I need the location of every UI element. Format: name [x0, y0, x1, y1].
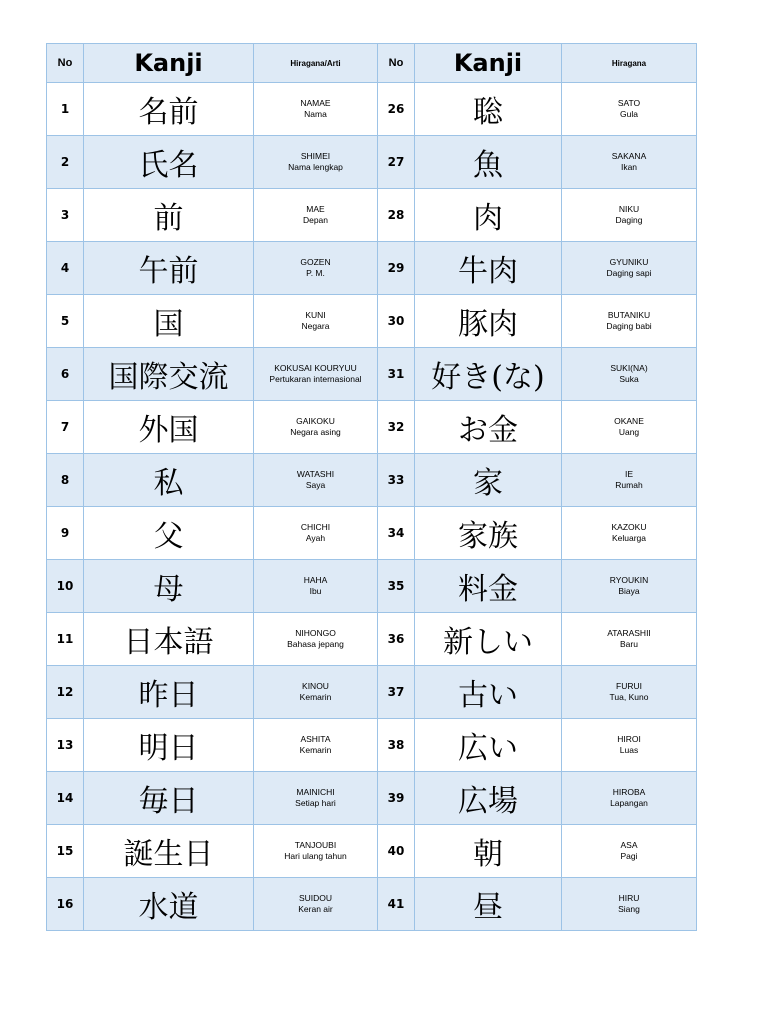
right-number-cell: 28: [378, 189, 415, 242]
left-number-cell: 3: [47, 189, 84, 242]
meaning-text: Saya: [305, 480, 326, 490]
table-row: [47, 613, 697, 666]
meaning-text: Daging sapi: [606, 268, 652, 278]
right-reading-cell: [562, 666, 697, 719]
romaji-reading: SUIDOU: [298, 893, 333, 903]
left-reading-cell: [254, 348, 378, 401]
right-kanji-cell: 聡: [415, 83, 562, 136]
right-reading-cell: [562, 136, 697, 189]
meaning-text: Rumah: [615, 480, 643, 490]
left-reading-cell: [254, 136, 378, 189]
romaji-reading: OKANE: [614, 416, 644, 426]
table-row: [47, 83, 697, 136]
table-row: [47, 666, 697, 719]
left-reading-cell: [254, 401, 378, 454]
left-reading-cell: [254, 295, 378, 348]
meaning-text: Keluarga: [611, 533, 647, 543]
romaji-reading: GYUNIKU: [609, 257, 649, 267]
right-reading-cell: [562, 719, 697, 772]
right-number-cell: 39: [378, 772, 415, 825]
left-kanji-cell: 氏名: [84, 136, 254, 189]
romaji-reading: KOKUSAI KOURYUU: [274, 363, 357, 373]
right-kanji-cell: 好き(な): [415, 348, 562, 401]
right-kanji-cell: 牛肉: [415, 242, 562, 295]
left-kanji-cell: 日本語: [84, 613, 254, 666]
right-reading-cell: [562, 613, 697, 666]
left-number-cell: 5: [47, 295, 84, 348]
right-reading-cell: [562, 348, 697, 401]
right-reading-cell: [562, 772, 697, 825]
romaji-reading: ASHITA: [300, 734, 331, 744]
right-number-cell: 40: [378, 825, 415, 878]
romaji-reading: ATARASHII: [607, 628, 651, 638]
right-number-cell: 33: [378, 454, 415, 507]
left-reading-cell: [254, 613, 378, 666]
right-reading-cell: [562, 295, 697, 348]
romaji-reading: TANJOUBI: [294, 840, 337, 850]
left-reading-cell: [254, 189, 378, 242]
right-kanji-cell: 豚肉: [415, 295, 562, 348]
meaning-text: Uang: [618, 427, 640, 437]
right-reading-cell: [562, 878, 697, 931]
left-kanji-cell: 父: [84, 507, 254, 560]
table-header-row: [47, 44, 697, 83]
right-number-cell: 31: [378, 348, 415, 401]
right-number-cell: 30: [378, 295, 415, 348]
right-reading-cell: [562, 189, 697, 242]
left-kanji-cell: 昨日: [84, 666, 254, 719]
romaji-reading: HIROI: [617, 734, 641, 744]
romaji-reading: MAINICHI: [296, 787, 335, 797]
left-number-cell: 11: [47, 613, 84, 666]
romaji-reading: KUNI: [305, 310, 326, 320]
meaning-text: Nama lengkap: [288, 162, 343, 172]
romaji-reading: MAE: [306, 204, 325, 214]
meaning-text: Setiap hari: [295, 798, 336, 808]
header-reading-right: Hiragana: [562, 44, 697, 83]
left-kanji-cell: 前: [84, 189, 254, 242]
left-kanji-cell: 午前: [84, 242, 254, 295]
header-no-right: No: [378, 44, 415, 83]
table-row: [47, 878, 697, 931]
table-row: [47, 136, 697, 189]
left-number-cell: 6: [47, 348, 84, 401]
table-row: [47, 560, 697, 613]
right-kanji-cell: 広い: [415, 719, 562, 772]
left-number-cell: 15: [47, 825, 84, 878]
romaji-reading: HIROBA: [612, 787, 646, 797]
left-reading-cell: [254, 83, 378, 136]
right-number-cell: 38: [378, 719, 415, 772]
meaning-text: Hari ulang tahun: [284, 851, 347, 861]
table-body: [47, 83, 697, 931]
table-row: [47, 189, 697, 242]
meaning-text: Suka: [619, 374, 639, 384]
right-number-cell: 26: [378, 83, 415, 136]
right-reading-cell: [562, 560, 697, 613]
left-number-cell: 12: [47, 666, 84, 719]
table-row: [47, 772, 697, 825]
right-kanji-cell: 魚: [415, 136, 562, 189]
right-kanji-cell: 家族: [415, 507, 562, 560]
left-reading-cell: [254, 454, 378, 507]
right-number-cell: 35: [378, 560, 415, 613]
romaji-reading: HIRU: [618, 893, 640, 903]
meaning-text: Lapangan: [610, 798, 648, 808]
table-row: [47, 454, 697, 507]
left-kanji-cell: 私: [84, 454, 254, 507]
romaji-reading: BUTANIKU: [607, 310, 651, 320]
right-reading-cell: [562, 507, 697, 560]
right-kanji-cell: 肉: [415, 189, 562, 242]
right-kanji-cell: 朝: [415, 825, 562, 878]
right-kanji-cell: 家: [415, 454, 562, 507]
left-number-cell: 16: [47, 878, 84, 931]
meaning-text: Daging: [615, 215, 643, 225]
left-kanji-cell: 毎日: [84, 772, 254, 825]
left-kanji-cell: 水道: [84, 878, 254, 931]
romaji-reading: KAZOKU: [611, 522, 647, 532]
meaning-text: P. M.: [306, 268, 325, 278]
table-row: [47, 507, 697, 560]
meaning-text: Gula: [620, 109, 638, 119]
right-number-cell: 34: [378, 507, 415, 560]
left-reading-cell: [254, 878, 378, 931]
romaji-reading: SHIMEI: [300, 151, 331, 161]
left-reading-cell: [254, 242, 378, 295]
right-kanji-cell: 広場: [415, 772, 562, 825]
left-number-cell: 13: [47, 719, 84, 772]
left-kanji-cell: 明日: [84, 719, 254, 772]
meaning-text: Depan: [302, 215, 329, 225]
meaning-text: Negara: [301, 321, 330, 331]
left-kanji-cell: 外国: [84, 401, 254, 454]
left-kanji-cell: 誕生日: [84, 825, 254, 878]
right-kanji-cell: 料金: [415, 560, 562, 613]
meaning-text: Ibu: [309, 586, 322, 596]
left-number-cell: 7: [47, 401, 84, 454]
left-number-cell: 10: [47, 560, 84, 613]
left-reading-cell: [254, 772, 378, 825]
meaning-text: Negara asing: [290, 427, 341, 437]
left-reading-cell: [254, 560, 378, 613]
right-number-cell: 29: [378, 242, 415, 295]
romaji-reading: CHICHI: [300, 522, 331, 532]
meaning-text: Keran air: [298, 904, 333, 914]
meaning-text: Pertukaran internasional: [269, 374, 362, 384]
right-reading-cell: [562, 454, 697, 507]
romaji-reading: WATASHI: [296, 469, 335, 479]
meaning-text: Nama: [304, 109, 327, 119]
right-kanji-cell: 新しい: [415, 613, 562, 666]
romaji-reading: KINOU: [302, 681, 329, 691]
header-reading-left: Hiragana/Arti: [254, 44, 378, 83]
left-number-cell: 9: [47, 507, 84, 560]
meaning-text: Ikan: [620, 162, 638, 172]
left-reading-cell: [254, 825, 378, 878]
right-kanji-cell: お金: [415, 401, 562, 454]
right-kanji-cell: 昼: [415, 878, 562, 931]
left-kanji-cell: 国: [84, 295, 254, 348]
romaji-reading: NIKU: [618, 204, 640, 214]
right-reading-cell: [562, 242, 697, 295]
left-kanji-cell: 名前: [84, 83, 254, 136]
romaji-reading: NAMAE: [300, 98, 331, 108]
table-row: [47, 719, 697, 772]
meaning-text: Daging babi: [606, 321, 652, 331]
table-row: [47, 295, 697, 348]
meaning-text: Bahasa jepang: [287, 639, 344, 649]
table-row: [47, 401, 697, 454]
right-number-cell: 27: [378, 136, 415, 189]
meaning-text: Ayah: [305, 533, 326, 543]
right-kanji-cell: 古い: [415, 666, 562, 719]
romaji-reading: SAKANA: [611, 151, 647, 161]
romaji-reading: FURUI: [616, 681, 642, 691]
meaning-text: Pagi: [620, 851, 638, 861]
romaji-reading: GOZEN: [300, 257, 331, 267]
romaji-reading: RYOUKIN: [609, 575, 649, 585]
header-kanji-right: Kanji: [415, 44, 562, 83]
meaning-text: Biaya: [618, 586, 640, 596]
left-reading-cell: [254, 666, 378, 719]
right-number-cell: 32: [378, 401, 415, 454]
romaji-reading: SATO: [617, 98, 641, 108]
romaji-reading: IE: [624, 469, 634, 479]
romaji-reading: ASA: [620, 840, 638, 850]
right-reading-cell: [562, 825, 697, 878]
romaji-reading: GAIKOKU: [296, 416, 335, 426]
meaning-text: Luas: [619, 745, 639, 755]
vocabulary-table: [46, 43, 697, 931]
romaji-reading: SUKI(NA): [610, 363, 648, 373]
left-reading-cell: [254, 719, 378, 772]
left-kanji-cell: 国際交流: [84, 348, 254, 401]
romaji-reading: HAHA: [303, 575, 328, 585]
table-row: [47, 825, 697, 878]
romaji-reading: NIHONGO: [295, 628, 336, 638]
left-number-cell: 1: [47, 83, 84, 136]
meaning-text: Siang: [618, 904, 640, 914]
meaning-text: Tua, Kuno: [609, 692, 649, 702]
left-number-cell: 4: [47, 242, 84, 295]
left-reading-cell: [254, 507, 378, 560]
right-reading-cell: [562, 401, 697, 454]
right-number-cell: 37: [378, 666, 415, 719]
header-kanji-left: Kanji: [84, 44, 254, 83]
left-number-cell: 14: [47, 772, 84, 825]
table-row: [47, 348, 697, 401]
right-number-cell: 36: [378, 613, 415, 666]
meaning-text: Kemarin: [299, 745, 332, 755]
header-no-left: No: [47, 44, 84, 83]
left-kanji-cell: 母: [84, 560, 254, 613]
right-number-cell: 41: [378, 878, 415, 931]
left-number-cell: 2: [47, 136, 84, 189]
right-reading-cell: [562, 83, 697, 136]
meaning-text: Kemarin: [299, 692, 332, 702]
left-number-cell: 8: [47, 454, 84, 507]
meaning-text: Baru: [620, 639, 638, 649]
table-row: [47, 242, 697, 295]
